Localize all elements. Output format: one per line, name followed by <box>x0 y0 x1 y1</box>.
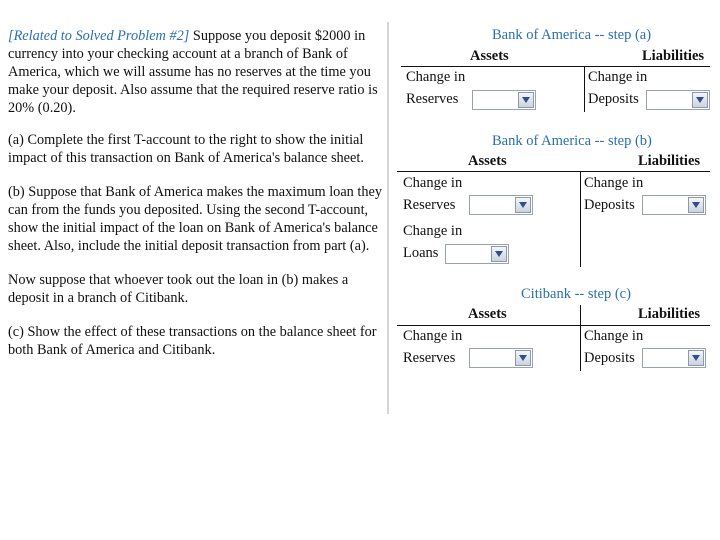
taccount-b-loan-label-2: Loans <box>403 245 439 261</box>
taccount-c-liab-label-2: Deposits <box>584 350 635 366</box>
chevron-down-icon <box>688 350 704 366</box>
followup-text: Now suppose that whoever took out the loan in (b) makes a deposit in a branch of Citibank. <box>8 272 349 306</box>
taccount-c-asset-label-2: Reserves <box>403 350 456 366</box>
problem-intro <box>8 27 383 117</box>
chevron-down-icon <box>692 92 708 108</box>
taccount-c-asset-label-1: Change in <box>403 328 463 344</box>
chevron-down-icon <box>688 197 704 213</box>
taccount-b-assets-heading: Assets <box>468 153 507 169</box>
taccount-a-title: Bank of America -- step (a) <box>492 27 652 43</box>
taccount-c-title: Citibank -- step (c) <box>521 286 631 302</box>
chevron-down-icon <box>491 246 507 262</box>
problem-intro-text: Suppose you deposit $2000 in currency into your checking account at a branch of Bank of America, which we will assume has no reserves at the time you make your deposit. Also assume that the required reserve ratio is 20% (0.20). <box>8 28 378 116</box>
problem-reference: [Related to Solved Problem #2] <box>8 28 190 44</box>
taccount-a-liabilities-heading: Liabilities <box>642 48 705 64</box>
part-c-text: (c) Show the effect of these transactions on the balance sheet for both Bank of America and Citibank. <box>8 324 377 358</box>
part-a-text: (a) Complete the first T-account to the right to show the initial impact of this transaction on Bank of America's balance sheet. <box>8 132 364 166</box>
taccount-b-reserves-select[interactable] <box>469 195 533 215</box>
taccount-b-deposits-select[interactable] <box>642 195 706 215</box>
taccount-b-loan-label-1: Change in <box>403 223 463 239</box>
taccount-b-liabilities-heading: Liabilities <box>638 153 701 169</box>
taccount-c-deposits-select[interactable] <box>642 348 706 368</box>
taccount-a-assets-heading: Assets <box>470 48 509 64</box>
part-b-text: (b) Suppose that Bank of America makes the maximum loan they can from the funds you deposited. Using the second T-account, show the initial impact of the loan on Bank of America's balance sheet. Also, include the initial deposit transaction from part (a). <box>8 184 383 254</box>
taccount-a-liab-label-2: Deposits <box>588 91 639 107</box>
taccount-a-asset-label-1: Change in <box>406 69 466 85</box>
taccount-b-asset-label-1: Change in <box>403 175 463 191</box>
taccount-a-liab-label-1: Change in <box>588 69 648 85</box>
taccount-b-vline <box>580 171 581 267</box>
taccount-c-assets-heading: Assets <box>468 306 507 322</box>
taccount-c-liab-label-1: Change in <box>584 328 644 344</box>
taccount-b-liab-label-2: Deposits <box>584 197 635 213</box>
taccount-b-asset-label-2: Reserves <box>403 197 456 213</box>
taccount-a-deposits-select[interactable] <box>646 90 710 110</box>
taccount-c-liabilities-heading: Liabilities <box>638 306 701 322</box>
taccount-b-title: Bank of America -- step (b) <box>492 133 652 149</box>
taccount-b-loans-select[interactable] <box>445 244 509 264</box>
taccount-b-liab-label-1: Change in <box>584 175 644 191</box>
taccount-a-asset-label-2: Reserves <box>406 91 459 107</box>
taccount-a-vline <box>584 66 585 112</box>
problem-text <box>8 27 383 375</box>
taccount-c-reserves-select[interactable] <box>469 348 533 368</box>
vertical-divider <box>387 22 389 414</box>
chevron-down-icon <box>515 350 531 366</box>
taccount-c-vline <box>580 305 581 371</box>
chevron-down-icon <box>518 92 534 108</box>
chevron-down-icon <box>515 197 531 213</box>
taccount-a-reserves-select[interactable] <box>472 90 536 110</box>
